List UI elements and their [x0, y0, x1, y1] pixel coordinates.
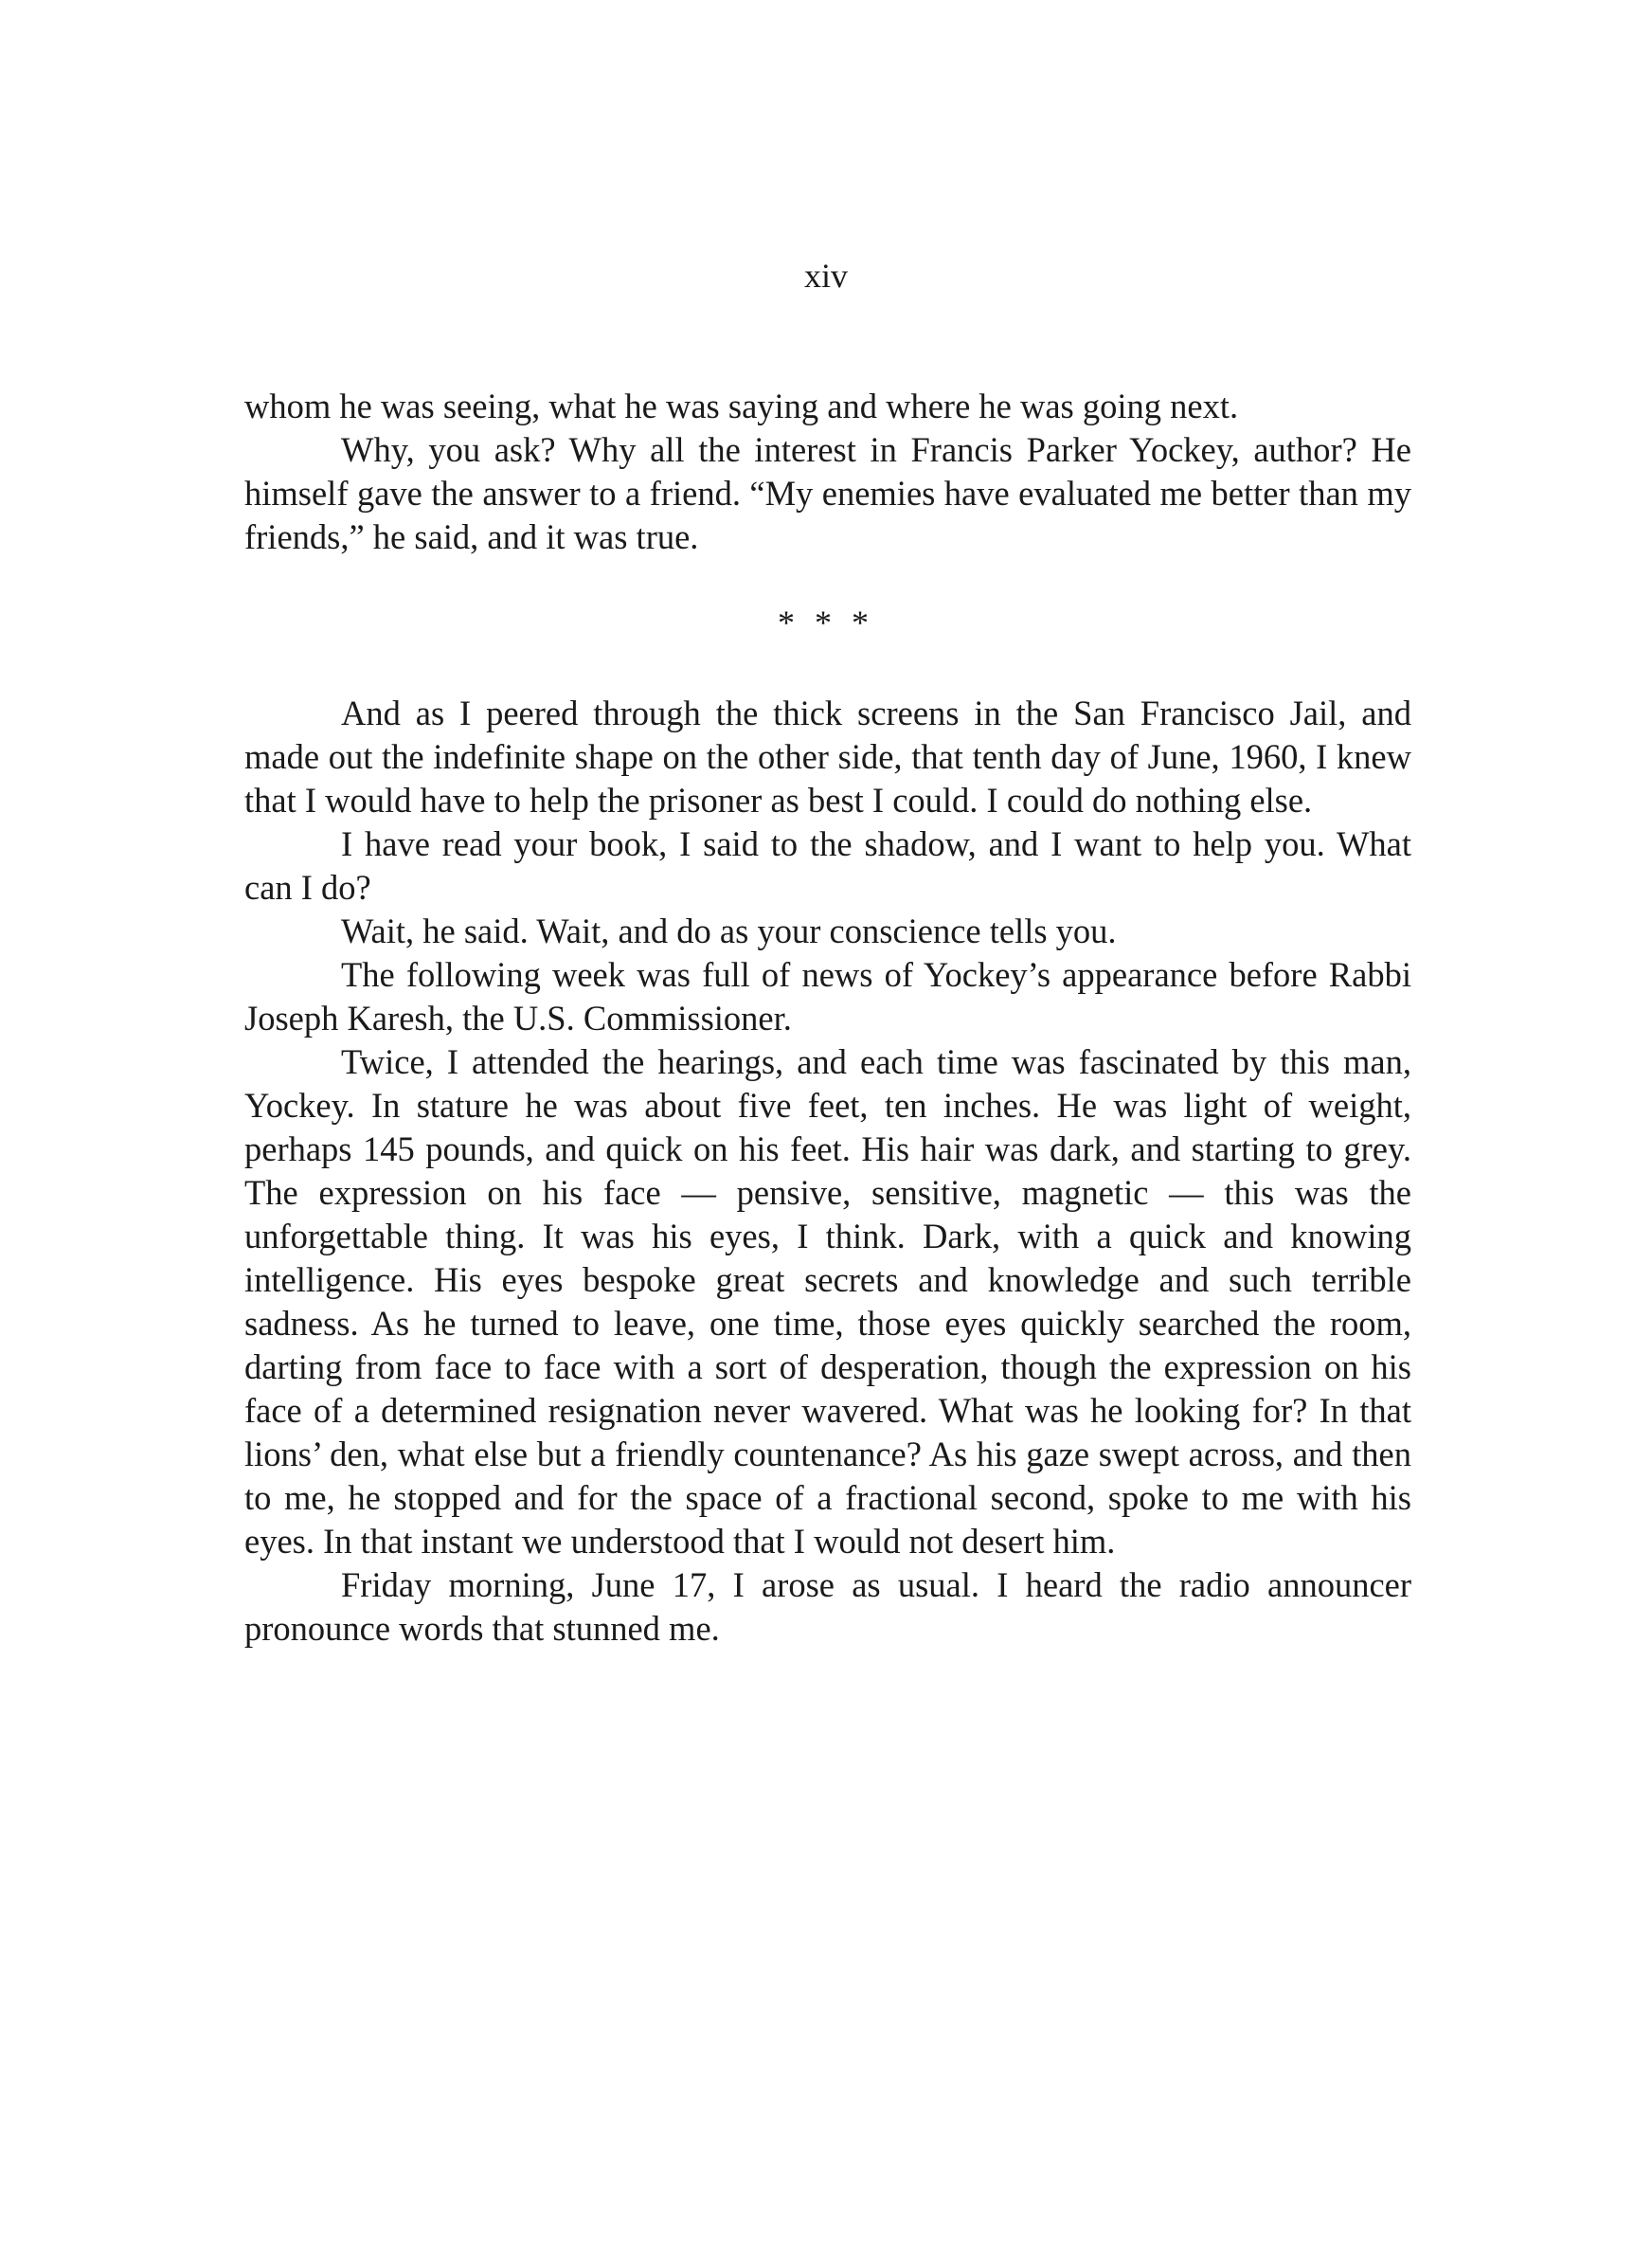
text-block-before-break [244, 385, 1411, 559]
paragraph: And as I peered through the thick screens in the San Francisco Jail, and made out the indefinite shape on the other side, that tenth day of June, 1960, I knew that I would have to help the prisoner as best I could. I could do nothing else. [244, 694, 1411, 820]
paragraph: Why, you ask? Why all the interest in Francis Parker Yockey, author? He himself gave the answer to a friend. “My enemies have evaluated me better than my friends,” he said, and it was true. [244, 430, 1411, 556]
section-break: * * * [778, 604, 874, 641]
page-number: xiv [803, 257, 848, 295]
paragraph: The following week was full of news of Yockey’s appearance before Rabbi Joseph Karesh, the U.S. Commissioner. [244, 955, 1411, 1038]
text-block-after-break [244, 692, 1411, 1651]
paragraph: whom he was seeing, what he was saying and where he was going next. [244, 387, 1239, 425]
paragraph: I have read your book, I said to the shadow, and I want to help you. What can I do? [244, 824, 1411, 907]
paragraph: Wait, he said. Wait, and do as your conscience tells you. [341, 912, 1117, 950]
paragraph: Twice, I attended the hearings, and each time was fascinated by this man, Yockey. In stature he was about five feet, ten inches. He was light of weight, perhaps 145 pounds, and quick on his feet. His hair was dark, and starting to grey. The expression on his face — pensive, sensitive, magnetic — this was the unforgettable thing. It was his eyes, I think. Dark, with a quick and knowing intelligence. His eyes bespoke great secrets and knowledge and such terrible sadness. As he turned to leave, one time, those eyes quickly searched the room, darting from face to face with a sort of desperation, though the expression on his face of a determined resignation never wavered. What was he looking for? In that lions’ den, what else but a friendly countenance? As his gaze swept across, and then to me, he stopped and for the space of a fractional second, spoke to me with his eyes. In that instant we understood that I would not desert him. [244, 1042, 1411, 1561]
paragraph: Friday morning, June 17, I arose as usual. I heard the radio announcer pronounce words that stunned me. [244, 1565, 1411, 1648]
